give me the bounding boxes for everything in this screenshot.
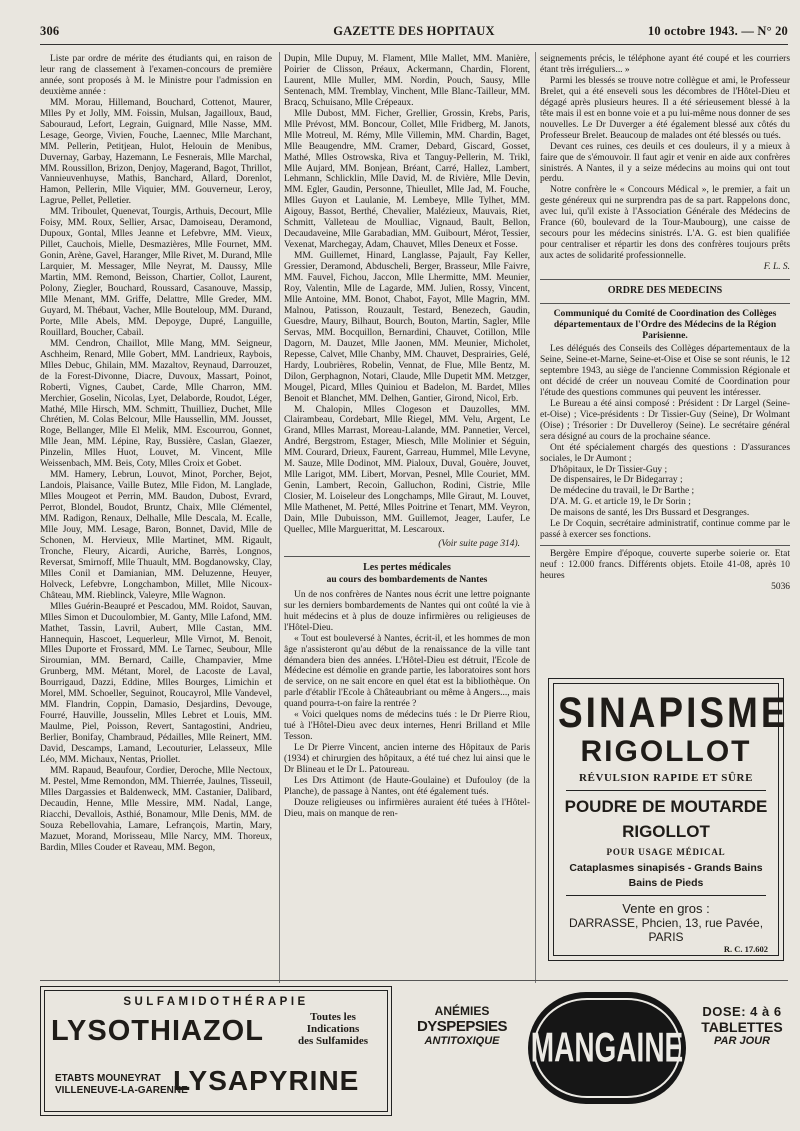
ad-indications — [287, 1011, 379, 1047]
journal-title: GAZETTE DES HOPITAUX — [333, 24, 495, 38]
ad-bains: Bains de Pieds — [628, 877, 704, 889]
anemies-ad — [410, 1004, 514, 1074]
paragraph: MM. Triboulet, Quenevat, Tourgis, Arthuis, Decourt, Mlle Foisy, MM. Roux, Sellier, Arsac, Damoiseau, Deramond, Dupoux, Gontal, Mlles Jeanne et Lefebvre, MM. Vieux, Pillet, Cauchois, Mielle, Desmazières, Mlle Fournet, MM. Gonin, Arène, Gavel, Haranger, Mlle Rivet, M. Durand, Mlle Larquier, M. Messager, Mlle Neyrat, M. Daussy, Mlle Martin, MM. Remond, Beisson, Chartier, Collot, Laurent, Polony, Ziegler, Bouchard, Roussard, Casanouve, Massip, Mlle Menant, MM. Griffe, Delattre, Mlle Greder, MM. Guyard, M. Thébaut, Vacher, Mlle Bouteloup, MM. Durand, Porte, Mlle Abels, MM. Depoyge, Dupré, Languille, Rouillard, Boucher, Cabail. — [40, 207, 272, 338]
paragraph: MM. Morau, Hillemand, Bouchard, Cottenot, Maurer, Mlles Py et Jolly, MM. Foissin, Mulsan, Jagailloux, Baud, Sabouraud, Lefort, Legrain, Guignard, Mlle Nasse, MM. Lesage, George, Vivien, Fouche, Laennec, Mlle Marchant, MM. Pellerin, Petitjean, Hulot, Helouin de Menibus, Duvernay, Garbay, Hazemann, Le Fesnerais, Mlle Marchal, MM. Roussillon, Brizon, Denjoy, Magerand, Bagot, Thrillot, Vannieuvenhuyse, Mathis, Banchard, Allard, Dorenlot, Hamon, Pellerin, Mlle Viquier, MM. Gouverneur, Leroy, Lagrue, Pellet, Pelletier. — [40, 97, 272, 207]
ad-line: DYSPEPSIES — [416, 1018, 508, 1035]
ad-line: DOSE: 4 à 6 — [702, 1004, 782, 1019]
classified-ad-text: Bergère Empire d'époque, couverte superbe soierie or. Etat neuf : 12.000 francs. Différents objets. Etoile 41-08, après 10 heures — [540, 549, 790, 582]
paragraph: D'hôpitaux, le Dr Tissier-Guy ; — [550, 464, 668, 475]
paragraph: Parmi les blessés se trouve notre collègue et ami, le Professeur Brelet, qui a été enseveli sous les décombres de l'Hôtel-Dieu et dégagé après plusieurs heures. Il a été sérieusement blessé à la tête mais il est en bonne voie et a pu lui-même nous donner de ses nouvelles. Le Dr Duverger a été également blessé aux côtés du Professeur Brelet. Beaucoup de malades ont été blessés ou tués. — [540, 75, 790, 141]
ad-indications-line: des Sulfamides — [298, 1035, 368, 1047]
paragraph: Un de nos confrères de Nantes nous écrit une lettre poignante sur les derniers bombardements de Nantes qui ont coûté la vie à huit médecins et à plus de douze infirmières ou religieuses de l'Hôtel-Dieu. — [284, 589, 530, 633]
ad-lab-city: VILLENEUVE-LA-GARENNE — [55, 1085, 188, 1096]
ad-product-name: LYSOTHIAZOL — [51, 1015, 264, 1047]
paragraph: Devant ces ruines, ces deuils et ces douleurs, il y a mieux à faire que de s'émouvoir. Il faut agir et venir en aide aux confrères sinistrés. A Nantes, il y a seize médecins au moins qui ont tout perdu. — [540, 141, 790, 185]
paragraph: Dupin, Mlle Dupuy, M. Flament, Mlle Mallet, MM. Manière, Poirier de Clisson, Préaux, Ackermann, Chardin, Florent, Laurent, Mlle Muller, MM. Nordin, Pouch, Sausy, Mlle Sentenach, MM. Tremblay, Vinchent, Mlle Blanc-Tailleur, MM. Bracq, Schuisano, Mlle Crépeaux. — [284, 54, 530, 108]
ad-cataplasmes: Cataplasmes sinapisés - Grands Bains — [569, 862, 763, 874]
classified-ad — [540, 545, 790, 593]
header-rule — [40, 44, 788, 45]
paragraph: Notre confrère le « Concours Médical », le premier, a fait un geste généreux qui ne surprendra pas de sa part. Rappelons donc, avec lui, qu'il existe à l'Association Générale des Médecins de France (60, boulevard de la Tour-Maubourg), une caisse de secours pour les médecins sinistrés. L'A. G. est bien qualifiée pour centraliser et répartir les dons des confrères toujours prêts aux actes de solidarité professionnelle. — [540, 185, 790, 262]
ad-indications-line: Toutes les — [310, 1011, 356, 1023]
sinapisme-ad — [548, 678, 789, 961]
dose-ad — [692, 1004, 792, 1074]
ads-divider — [40, 980, 788, 981]
paragraph: De dispensaires, le Dr Bidegarray ; — [550, 475, 683, 486]
paragraph: MM. Rapaud, Beaufour, Cordier, Deroche, Mlle Nectoux, M. Pestel, Mme Remondon, MM. Thierrée, Jaulnes, Tisseuil, Mlles Dargassies et Baldenweck, MM. Castanier, Dalibard, Decaudin, Henne, Mlle Messire, MM. Nadal, Lange, Riacchi, Devallois, Asthié, Bonamour, Mlle Denis, MM. de Souza Rebellovahia, Lamare, Lefrançois, Martin, Mary, Mazuet, Morand, Morisseau, Mlle Narcy, MM. Thoreux, Bardin, Mlles Couder et Raveau, MM. Begon, — [40, 765, 272, 853]
paragraph: seignements précis, le téléphone ayant été coupé et les courriers étant très irréguliers... » — [540, 54, 790, 75]
ad-divider — [566, 895, 766, 896]
column-2 — [284, 54, 530, 981]
section-divider — [540, 279, 790, 280]
paragraph: De maisons de santé, les Drs Bussard et Desgranges. — [550, 508, 750, 519]
section-divider — [540, 303, 790, 304]
ad-title: SINAPISME — [558, 688, 789, 736]
paragraph: D'A. M. G. et article 19, le Dr Sorin ; — [550, 497, 691, 508]
column-divider — [535, 52, 536, 983]
paragraph: Mlle Dubost, MM. Ficher, Grellier, Grossin, Krebs, Paris, Mlle Prévost, MM. Boncour, Collet, Mlle Fridberg, M. Janots, Mlle Motreul, M. Rémy, Mlle Villemin, MM. Chardin, Baget, Mlle Beaugendre, MM. Cramer, Debard, Giscard, Gosset, Mathé, Mlles Ostrowska, Riva et Tanguy-Pellerin, M. Trikl, Mlle Aujard, MM. Bonjean, Bréant, Carré, Hallez, Lambert, Lehmann, Schlicklin, Mlle David, M. de Rivière, Mlle Devin, MM. Egler, Gaudin, Personne, Thieullet, Mlle Jad, M. Fouche, Mlles Guyon et Laulanie, M. Lembeye, Mlle Tylhet, MM. Aigouy, Bassot, Berthé, Chevalier, Malézieux, Mauvais, Riet, Schmitt, Valleteau de Moulliac, Vignaud, Bault, Bellon, Decaudaveine, Mlle Garabadian, MM. Guibourt, Mérot, Tessier, Vexenat, Marchegay, Adam, Chauvet, Mlles Deneux et Fosse. — [284, 108, 530, 251]
paragraph: Les délégués des Conseils des Collèges départementaux de la Seine, Seine-et-Marne, Seine-et-Oise et Oise se sont réunis, le 12 septembre 1943, au siège de l'ancienne Commission Régionale et ont décidé de créer un nouveau Comité de Coordination pour l'étude des questions communes qui peuvent les intéresser. — [540, 344, 790, 398]
section-divider — [284, 556, 530, 557]
ad-top-line: SULFAMIDOTHÉRAPIE — [123, 996, 309, 1008]
paragraph: « Tout est bouleversé à Nantes, écrit-il, et les hommes de mon âge n'assisteront qu'au début de la renaissance de la ville tant démandera bien des années. L'Hôtel-Dieu est détruit, l'Ecole de Médecine est démolie en grande partie, les laboratoires sont hors de service, on ne sait encore en quel état est la bibliothèque. On parle d'établir l'Ecole à Châteaubriant ou même à Angers..., mais quand pourra-t-on faire la rentrée ? — [284, 633, 530, 710]
ad-divider — [566, 790, 766, 791]
ad-product-name-2: LYSAPYRINE — [173, 1065, 360, 1096]
page-number: 306 — [40, 24, 60, 38]
paragraph: Douze religieuses ou infirmières auraient été tuées à l'Hôtel-Dieu, mais on manque de ren- — [284, 797, 530, 819]
ad-brand: MANGAINE — [530, 1024, 684, 1071]
ad-slogan: RÉVULSION RAPIDE ET SÛRE — [578, 772, 754, 784]
ad-vente: Vente en gros : — [622, 901, 710, 916]
paragraph: « Voici quelques noms de médecins tués : le Dr Pierre Riou, tué à l'Hôtel-Dieu avec deux internes, Henri Brilland et Mlle Tesson. — [284, 710, 530, 743]
ad-brand: RIGOLLOT — [580, 735, 752, 768]
paragraph: M. Chalopin, Mlles Clogeson et Dauzolles, MM. Clairambeau, Cordebart, Mlle Riegel, MM. Velu, Argent, Le Grand, Mlles Marrast, Moreau-Lalande, MM. Pannetier, Vercel, André, Bergstrom, Estager, Miesch, Mlle Molinier et Séguin, MM. Courard, Drieux, Faurent, Garreau, Hummel, Mlle Levyne, M. Sauze, Mlle Dodinot, MM. Pialoux, Duval, Gouère, Jouvet, Mlle Larigot, MM. Libert, Morvan, Pesnel, Mlle Couriet, MM. Genin, Lambert, Recoin, Galluchon, Rodini, Cistrie, Mlle Closier, M. Loiseleur des Longchamps, Mlle Giraut, M. Louvet, Mlle Mathenet, M. Petté, Mlles Poitrine et Tenart, MM. Veyron, Dain, Mlle Dubuisson, MM. Guillemot, Jeager, Laufer, Le Quellec, Mlle Marguerittat, M. Lescaroux. — [284, 404, 530, 535]
mangaine-ad — [528, 992, 686, 1104]
column-1 — [40, 54, 272, 981]
paragraph: Le Dr Pierre Vincent, ancien interne des Hôpitaux de Paris (1934) et chirurgien des hôpitaux, a été tué chez lui ainsi que le Dr Blineau et le Dr L. Patoureau. — [284, 743, 530, 776]
ad-usage: POUR USAGE MÉDICAL — [606, 847, 726, 857]
signature: F. L. S. — [763, 262, 790, 273]
ad-rc: R. C. 17.602 — [723, 944, 768, 954]
column-3 — [540, 54, 790, 671]
ad-line: ANTITOXIQUE — [424, 1035, 500, 1047]
paragraph: Le Dr Coquin, secrétaire administratif, continue comme par le passé à exercer ses fonctions. — [540, 519, 790, 541]
page-header — [40, 24, 788, 46]
classified-ad-ref: 5036 — [771, 582, 790, 593]
column-divider — [279, 52, 280, 983]
continued-note: (Voir suite page 314). — [438, 538, 520, 549]
ad-lab-name: ETABTS MOUNEYRAT — [55, 1073, 161, 1084]
article-subtitle: au cours des bombardements de Nantes — [326, 574, 488, 585]
ad-product-brand: RIGOLLOT — [622, 822, 710, 841]
ad-oval — [530, 998, 684, 1098]
section-title: ORDRE DES MEDECINS — [607, 285, 723, 297]
lysothiazol-ad — [40, 986, 392, 1116]
paragraph: MM. Hamery, Lebrun, Louvot, Minot, Porcher, Bejot, Landois, Plaisance, Vaille Butez, Mlle Fidon, M. Langlade, Mlles Mougeot et Perrin, MM. Baudon, Dubost, Evrard, Perrot, Blondel, Boudot, Bruntz, Chaix, Mlle Clémentel, MM. Radigon, Renaux, Delhalle, Mlle Descala, M. Ecalle, Mlle Jouy, MM. Lesage, Baron, Bonnet, David, Mlle de Schonen, M. Hervieux, Mlle Martinet, MM. Rigault, Tronche, Fleury, Aicardi, Auriche, Barrès, Longnos, Reversat, Smirnoff, Mlle Thuault, MM. Bogdanowsky, Clay, Mlles Conil et Damianian, MM. Deluzenne, Heuyer, Holveck, Lefebvre, Longchambon, Millet, Mlle Nicoux-Château, MM. Rieblinck, Valeyre, Mlle Wagnon. — [40, 470, 272, 601]
paragraph: De médecine du travail, le Dr Barthe ; — [550, 486, 695, 497]
paragraph: MM. Guillemet, Hinard, Langlasse, Pajault, Fay Keller, Gressier, Deramond, Abduscheli, Berger, Brasseur, Mlle Faivre, MM. Fauvel, Fichou, Jaccon, Mlle Lhermitte, MM. Meunier, Roy, Valentin, Mlle de Lagarde, MM. Julien, Rossy, Vincent, Mlle Antoine, MM. Bonot, Chabot, Fayot, Mlle Magrin, MM. Malnou, Patisson, Rouzault, Testard, Benezech, Gaudin, Guesdre, Maury, Bilhaut, Bourch, Bouton, Martin, Sagler, Mlle Servas, MM. Bocquillon, Bernardini, Chauvet, Cotillon, Mlle Dagorn, M. Dauzet, Mlle Jaonen, MM. Meunier, Micholet, Repesse, Calvet, Mlle Chanby, MM. Chauvet, Desprairies, Gelé, Hardy, Loubrières, Robelin, Vennat, de Flue, Mlle Bentz, M. Dilon, Gerphagnon, Notari, Claude, Mlle Dupetit MM. Metzger, Mougel, Picard, Mlles Quiniou et Badelon, M. Bardet, Mlles Benoit et Blanchet, MM. Delhen, Gantier, Girond, Nicol, Erb. — [284, 251, 530, 404]
paragraph: MM. Cendron, Chaillot, Mlle Mang, MM. Seigneur, Aschheim, Renard, Mlle Gobert, MM. Landrieux, Raybois, Mlles Debuc, Ghilain, MM. Mazaltov, Reynaud, Darrouzet, de la Forest-Divonne, Diacre, Duvoux, Massart, Poinot, Roberti, Vignes, Caubet, Carde, Mlle Charron, MM. Merchier, Goselin, Nicolas, Lyet, Delaborde, Roudot, Léger, Mathé, Mlle Hirsch, MM. Schmitt, Thuilliez, Duchet, Mlle Chrétien, M. Colas Belcour, Mlle Haussellin, MM. Jousset, Roge, Bellanger, Mlle El Melik, MM. Escourrou, Gonnet, Mlle Jean, MM. Lépine, Ray, Bussière, Caslan, Glaezer, Pinzelin, Mlles Huot, Louvet, M. Vincent, Mlle Weissenbach, MM. Beis, Coty, Mlles Croix et Gobet. — [40, 338, 272, 470]
issue-date: 10 octobre 1943. — N° 20 — [647, 24, 788, 38]
ad-indications-line: Indications — [306, 1023, 360, 1035]
ad-line: PAR JOUR — [713, 1035, 771, 1047]
paragraph: Mlles Guérin-Beaupré et Pescadou, MM. Roidot, Sauvan, Mlles Simon et Ducoulombier, M. Ganty, Mlle Lafond, MM. Mathet, Tassin, Lavril, Aubert, Mlle Castan, MM. Hannequin, Hascoet, Lequerleur, Mlle Virnot, M. Benoit, Mlles Duporte et Frossard, MM. Le Tarnec, Seubour, Mlle Siroumian, MM. Bernard, Caille, Champavier, Mme Grunberg, MM. Métant, Morel, de Lacoste de Laval, Bourrigaud, Dazzi, Eddine, Mlles Bourges, Limichin et Morel, MM. Schoeller, Seguinot, Roucayrol, Mlle Vandevel, MM. Flandrin, Coppin, Damasio, Desjardins, Devouge, Fourré, Hauville, Jousselin, Mlles Lebret et Louis, MM. Maulme, Piel, Poisson, Revert, Santagostini, Andrieu, Berlier, Bonifay, Chambraud, Pédailles, Mlle Reinert, MM. David, Descamps, Lamand, Lecouturier, Lelasseux, Mlle Léo, MM. Michaux, Nentas, Priollet. — [40, 601, 272, 765]
ad-address: DARRASSE, Phcien, 13, rue Pavée, PARIS — [568, 916, 764, 944]
ad-line: ANÉMIES — [434, 1004, 490, 1018]
ad-line: TABLETTES — [701, 1019, 783, 1035]
paragraph: Ont été spécialement chargés des questions : D'assurances sociales, le Dr Aumont ; — [540, 442, 790, 464]
ad-product-line: POUDRE DE MOUTARDE — [564, 797, 768, 816]
paragraph: Liste par ordre de mérite des étudiants qui, en raison de leur rang de classement à l'examen-concours de première année, sont proposés à M. le Ministre pour l'admission en deuxième année : — [40, 54, 272, 97]
article-title: Les pertes médicales — [363, 561, 451, 573]
paragraph: Le Bureau a été ainsi composé : Président : Dr Largel (Seine-et-Oise) ; Vice-présidents : Dr Tissier-Guy (Seine), Dr Wolmant (Oise) ; Trésorier : Dr Duvelleroy (Seine). Le secrétaire général sera désigné au cours de la prochaine séance. — [540, 398, 790, 442]
paragraph: Les Drs Attimont (de Haute-Goulaine) et Dufouloy (de la Planche), de passage à Nantes, ont été également tués. — [284, 776, 530, 797]
ad-laboratory — [55, 1073, 188, 1097]
communique-title: Communiqué du Comité de Coordination des Collèges départementaux de l'Ordre des Médecins de la Région Parisienne. — [553, 308, 777, 342]
